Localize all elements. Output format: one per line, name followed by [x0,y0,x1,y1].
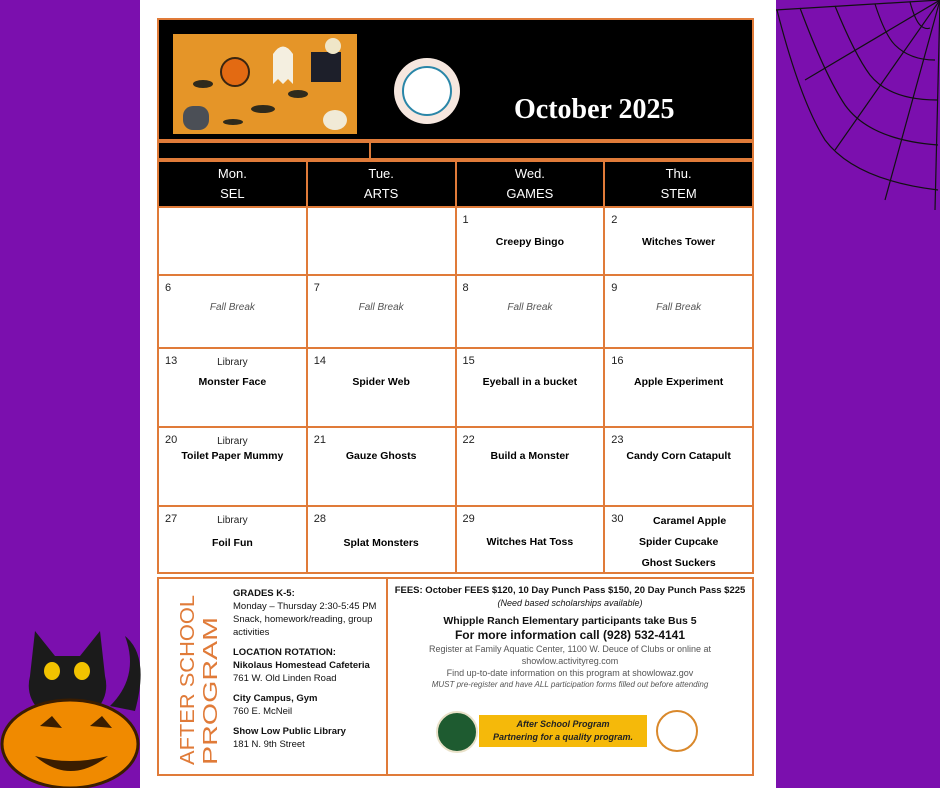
city-seal-icon [656,710,698,752]
weekday-tue: Tue. ARTS [307,161,456,207]
contact-phone: For more information call (928) 532-4141 [454,628,686,642]
activity-label: Candy Corn Catapult [626,450,731,462]
fall-break-label: Fall Break [358,302,404,313]
week-row [158,506,753,573]
fees-info: FEES: October FEES $120, 10 Day Punch Pass $150, 20 Day Punch Pass $225 (Need based scholarships available) Whipple Ranch Elementary participants take Bus 5 For more information call (928) 532-4141 Register at Family Aquatic Center, 1100 W. Deuce of Clubs or online at showlow.activityreg.com Find up-to-date information on this program at showlowaz.gov MUST pre-register and have ALL participation forms filled out before attending [389,585,751,691]
activity-label: Spider Cupcake [638,536,719,548]
grades-heading: GRADES K-5: [233,588,295,599]
activity-label: Monster Face [198,376,267,388]
halloween-banner-icon [171,32,359,136]
page-title: October 2025 [514,94,675,125]
library-label: Library [217,515,248,526]
fall-break-label: Fall Break [209,302,255,313]
activity-label: Gauze Ghosts [345,450,417,462]
day-cell: 6 Fall Break [158,275,307,348]
weekday-header-row [158,161,753,207]
day-cell: 1 Creepy Bingo [456,207,605,275]
week-row [158,207,753,275]
program-info-box [157,577,754,776]
calendar-header [157,18,754,141]
day-cell: 8 Fall Break [456,275,605,348]
day-cell: 30 Caramel Apple Spider Cupcake Ghost Suckers [604,506,753,573]
library-label: Library [217,357,248,368]
day-cell: 9 Fall Break [604,275,753,348]
activity-label: Foil Fun [211,537,253,549]
day-cell: 14 Spider Web [307,348,456,427]
activity-label: Ghost Suckers [641,557,716,569]
activity-label: Splat Monsters [343,537,419,549]
day-cell: 15 Eyeball in a bucket [456,348,605,427]
activity-label: Apple Experiment [633,376,724,388]
day-cell-empty [158,207,307,275]
day-cell: 16 Apple Experiment [604,348,753,427]
day-cell-empty [307,207,456,275]
svg-text:PROGRAM: PROGRAM [200,661,222,765]
day-cell: 21 Gauze Ghosts [307,427,456,506]
day-cell: 7 Fall Break [307,275,456,348]
activity-label: Spider Web [352,376,410,388]
fall-break-label: Fall Break [507,302,553,313]
week-row [158,348,753,427]
weekday-thu: Thu. STEM [604,161,753,207]
library-label: Library [217,436,248,447]
week-row [158,275,753,348]
activity-label: Eyeball in a bucket [482,376,578,388]
spider-web-icon [775,0,940,210]
show-low-logo-icon [436,711,478,753]
fall-break-label: Fall Break [656,302,702,313]
header-subbar [157,141,754,160]
activity-label: Witches Tower [642,236,716,248]
activity-label: Build a Monster [490,450,570,462]
location-heading: LOCATION ROTATION: [233,647,336,658]
partner-banner: After School Program Partnering for a quality program. [479,715,647,747]
day-cell: 27 Library Foil Fun [158,506,307,573]
activity-label: Creepy Bingo [495,236,564,248]
day-cell: 28 Splat Monsters [307,506,456,573]
week-row [158,427,753,506]
activity-label: Toilet Paper Mummy [181,450,284,462]
day-cell: 20 Library Toilet Paper Mummy [158,427,307,506]
activity-label: Witches Hat Toss [486,536,574,548]
accreditation-badge [394,58,460,124]
calendar-table [157,160,754,574]
program-details: GRADES K-5: Monday – Thursday 2:30-5:45 PM Snack, homework/reading, group activities LOCATION ROTATION: Nikolaus Homestead Cafeteria 761 W. Old Linden Road City Campus, Gym 760 E. McNeil Show Low Public Library 181 N. 9th Street [233,588,377,750]
svg-text:AFTER SCHOOL: AFTER SCHOOL [177,609,199,765]
cat-pumpkin-icon [0,616,150,788]
activity-label: Caramel Apple [653,515,727,527]
fees-line: FEES: October FEES $120, 10 Day Punch Pass $150, 20 Day Punch Pass $225 [394,585,746,596]
day-cell: 23 Candy Corn Catapult [604,427,753,506]
weekday-wed: Wed. GAMES [456,161,605,207]
day-cell: 13 Library Monster Face [158,348,307,427]
program-vertical-title [167,587,227,765]
day-cell: 29 Witches Hat Toss [456,506,605,573]
day-cell: 22 Build a Monster [456,427,605,506]
day-cell: 2 Witches Tower [604,207,753,275]
weekday-mon: Mon. SEL [158,161,307,207]
